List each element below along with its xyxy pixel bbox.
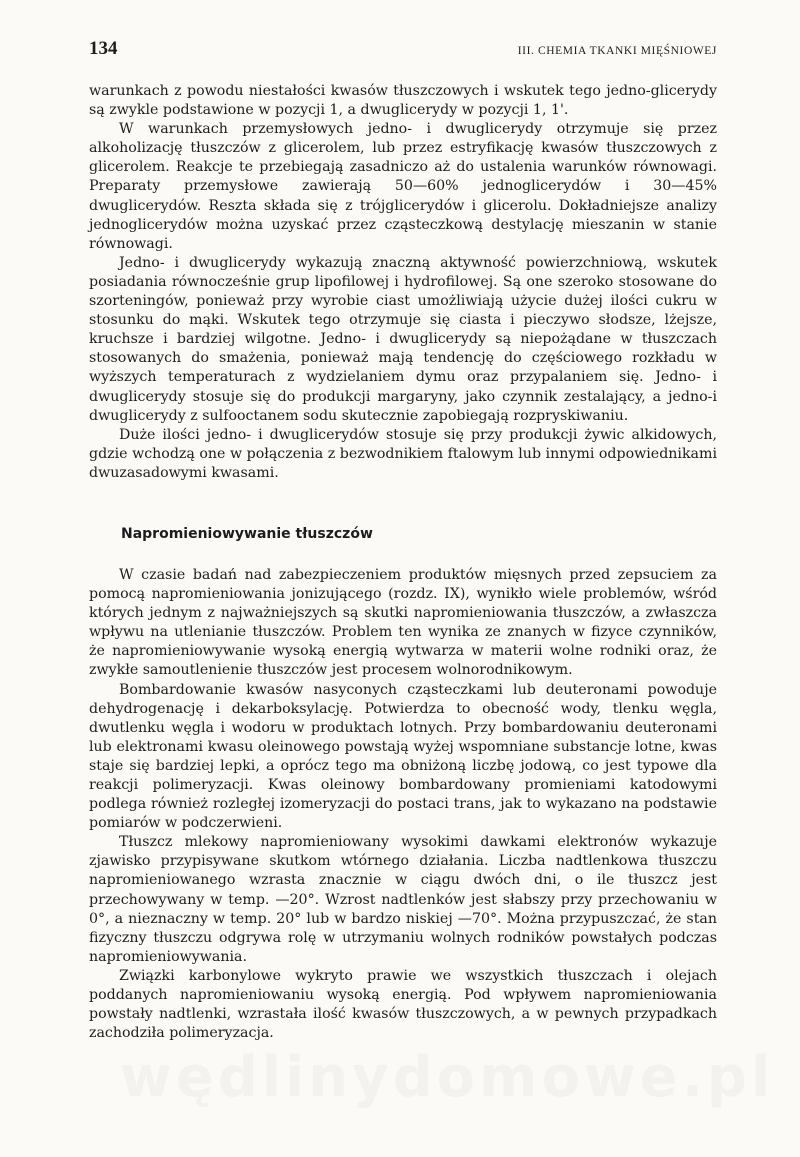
paragraph: W czasie badań nad zabezpieczeniem produktów mięsnych przed zepsuciem za pomocą napromieniowania jonizującego (rozdz. IX), wynikło wiele problemów, wśród których jednym z najważniejszych są skutki napromieniowania tłuszczów, a zwłaszcza wpływu na utlenianie tłuszczów. Problem ten wynika ze znanych w fizyce czynników, że napromieniowywanie wysoką energią wytwarza w materii wolne rodniki oraz, że zwykłe samoutlenienie tłuszczów jest procesem wolnorodnikowym. — [89, 566, 717, 679]
paragraph: Jedno- i dwuglicerydy wykazują znaczną aktywność powierzchniową, wskutek posiadania równocześnie grup lipofilowej i hydrofilowej. Są one szeroko stosowane do szorteningów, ponieważ przy wyrobie ciast umożliwiają użycie dużej ilości cukru w stosunku do mąki. Wskutek tego otrzymuje się ciasta i pieczywo słodsze, lżejsze, kruchsze i bardziej wilgotne. Jedno- i dwuglicerydy są niepożądane w tłuszczach stosowanych do smażenia, ponieważ mają tendencję do częściowego rozkładu w wyższych temperaturach z wydzielaniem dymu oraz przypalaniem się. Jedno- i dwuglicerydy stosuje się do produkcji margaryny, jako czynnik zestalający, a jedno-i dwuglicerydy z sulfooctanem sodu skutecznie zapobiegają rozpryskiwaniu. — [89, 254, 717, 424]
paragraph: Związki karbonylowe wykryto prawie we wszystkich tłuszczach i olejach poddanych napromieniowaniu wysoką energią. Pod wpływem napromieniowania powstały nadtlenki, wzrastała ilość kwasów tłuszczowych, a w pewnych przypadkach zachodziła polimeryzacja. — [89, 967, 717, 1042]
running-head: III. CHEMIA TKANKI MIĘŚNIOWEJ — [517, 45, 717, 57]
paragraph: Tłuszcz mlekowy napromieniowany wysokimi dawkami elektronów wykazuje zjawisko przypisywane skutkom wtórnego działania. Liczba nadtlenkowa tłuszczu napromieniowanego wzrasta znacznie w ciągu dwóch dni, o ile tłuszcz jest przechowywany w temp. —20°. Wzrost nadtlenków jest słabszy przy przechowaniu w 0°, a nieznaczny w temp. 20° lub w bardzo niskiej —70°. Można przypuszczać, że stan fizyczny tłuszczu odgrywa rolę w utrzymaniu wolnych rodników powstałych podczas napromieniowywania. — [89, 834, 717, 965]
paragraph: Duże ilości jedno- i dwuglicerydów stosuje się przy produkcji żywic alkidowych, gdzie wchodzą one w połączenia z bezwodnikiem ftalowym lub innymi odpowiednikami dwuzasadowymi kwasami. — [89, 426, 717, 481]
section-heading: Napromieniowywanie tłuszczów — [121, 525, 373, 542]
paragraph: warunkach z powodu niestałości kwasów tłuszczowych i wskutek tego jedno-glicerydy są zwykle podstawione w pozycji 1, a dwuglicerydy w pozycji 1, 1'. — [89, 83, 717, 119]
page-header — [89, 38, 717, 68]
paragraph: Bombardowanie kwasów nasyconych cząsteczkami lub deuteronami powoduje dehydrogenację i dekarboksylację. Potwierdza to obecność wody, tlenku węgla, dwutlenku węgla i wodoru w produktach lotnych. Przy bombardowaniu deuteronami lub elektronami kwasu oleinowego powstają wyżej wspomniane substancje lotne, kwas staje się bardziej lepki, a oprócz tego ma obniżoną liczbę jodową, co jest typowe dla reakcji polimeryzacji. Kwas oleinowy bombardowany promieniami katodowymi podlega również rozległej izomeryzacji do postaci trans, jak to wykazano na podstawie pomiarów w podczerwieni. — [89, 681, 717, 832]
paragraph: W warunkach przemysłowych jedno- i dwuglicerydy otrzymuje się przez alkoholizację tłuszczów z glicerolem, lub przez estryfikację kwasów tłuszczowych z glicerolem. Reakcje te przebiegają zasadniczo aż do ustalenia warunków równowagi. Preparaty przemysłowe zawierają 50—60% jednoglicerydów i 30—45% dwuglicerydów. Reszta składa się z trójglicerydów i glicerolu. Dokładniejsze analizy jednoglicerydów można uzyskać przez cząsteczkową destylację mieszanin w stanie równowagi. — [89, 121, 717, 252]
body-text — [89, 82, 717, 1043]
page-number: 134 — [89, 38, 118, 59]
book-page — [89, 38, 717, 1043]
watermark: wędlinydomowe.pl — [120, 1045, 775, 1110]
